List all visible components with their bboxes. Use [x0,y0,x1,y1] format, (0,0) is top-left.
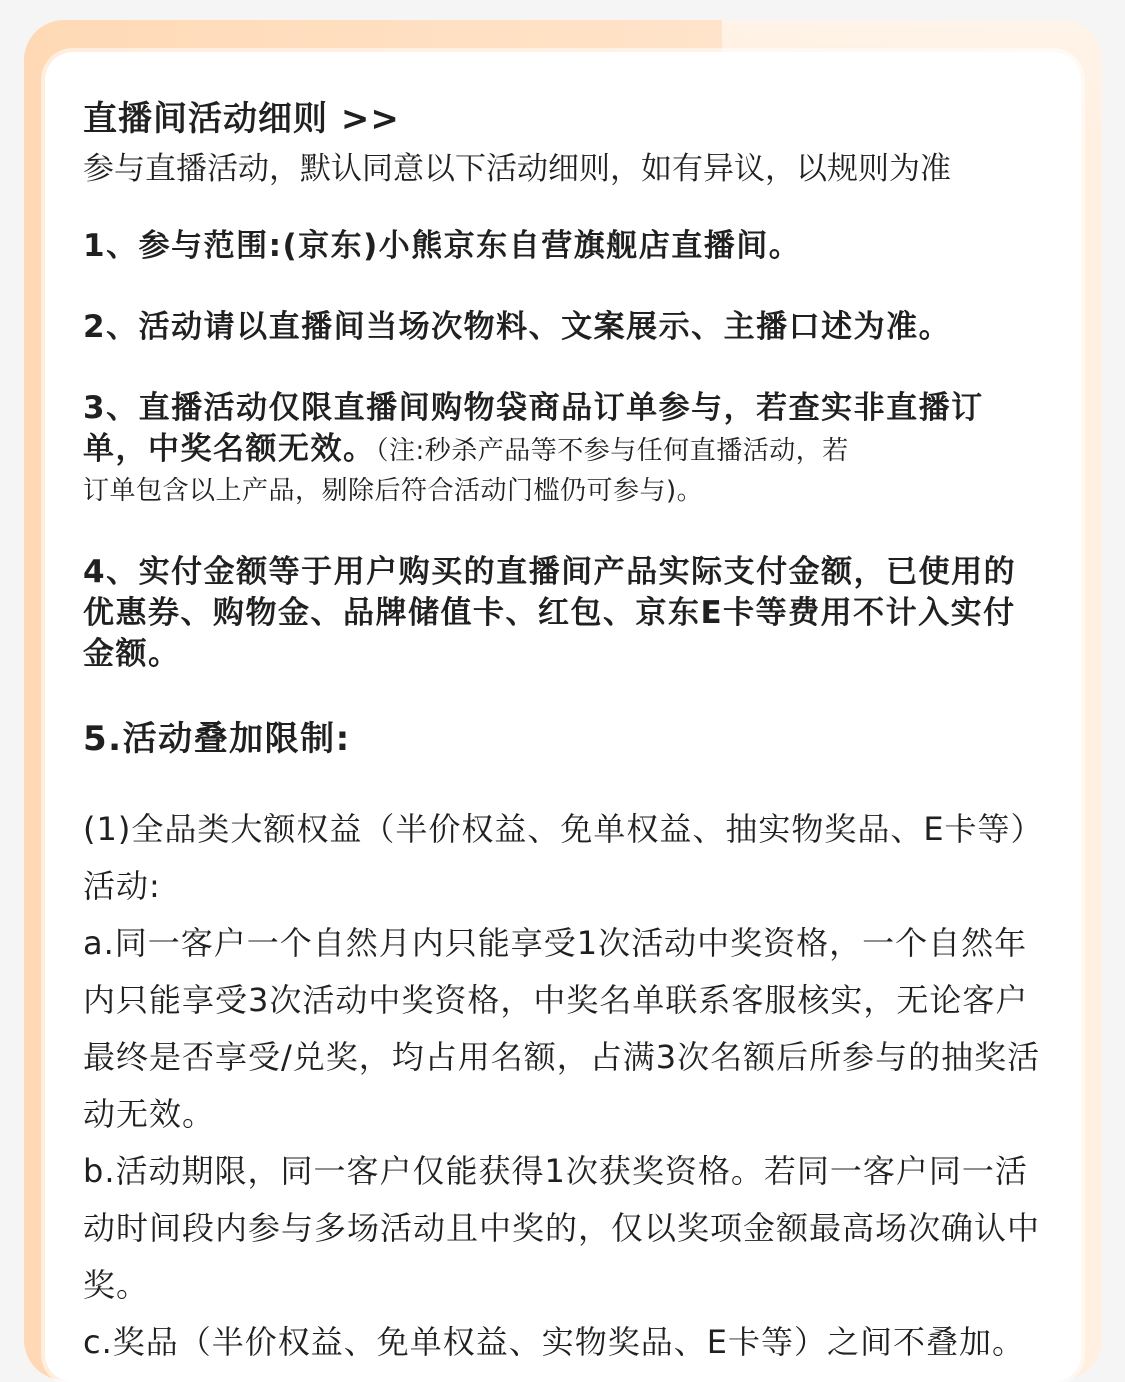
rule-4: 4、实付金额等于用户购买的直播间产品实际支付金额，已使用的优惠券、购物金、品牌储值卡、红包、京东E卡等费用不计入实付金额。 [83,554,1017,672]
rule-3-note: （注:秒杀产品等不参与任何直播活动，若 [375,436,849,466]
section-5-item-a: a.同一客户一个自然月内只能享受1次活动中奖资格，一个自然年内只能享受3次活动中奖资格，中奖名单联系客服核实，无论客户最终是否享受/兑奖，均占用名额，占满3次名额后所参与的抽奖活动无效。 [83,924,1041,1133]
rule-3-main: 3、直播活动仅限直播间购物袋商品订单参与，若查实非直播订单，中奖名额无效。 [83,390,984,467]
page-title: 直播间活动细则 >> [83,99,400,139]
rule-2: 2、活动请以直播间当场次物料、文案展示、主播口述为准。 [83,309,952,345]
rule-3-note-continued: 订单包含以上产品，剔除后符合活动门槛仍可参与)。 [83,476,704,506]
section-5-heading: 5.活动叠加限制: [83,719,351,759]
rule-1: 1、参与范围:(京东)小熊京东自营旗舰店直播间。 [83,228,802,264]
section-5-item-c: c.奖品（半价权益、免单权益、实物奖品、E卡等）之间不叠加。 [83,1323,1025,1361]
section-5-item-b: b.活动期限，同一客户仅能获得1次获奖资格。若同一客户同一活动时间段内参与多场活动且中奖的，仅以奖项金额最高场次确认中奖。 [83,1152,1041,1304]
rule-3 [83,388,1043,510]
intro-text: 参与直播活动，默认同意以下活动细则，如有异议，以规则为准 [83,151,951,187]
rules-content [83,90,1043,1371]
section-5-item-1: (1)全品类大额权益（半价权益、免单权益、抽实物奖品、E卡等）活动: [83,810,1028,905]
